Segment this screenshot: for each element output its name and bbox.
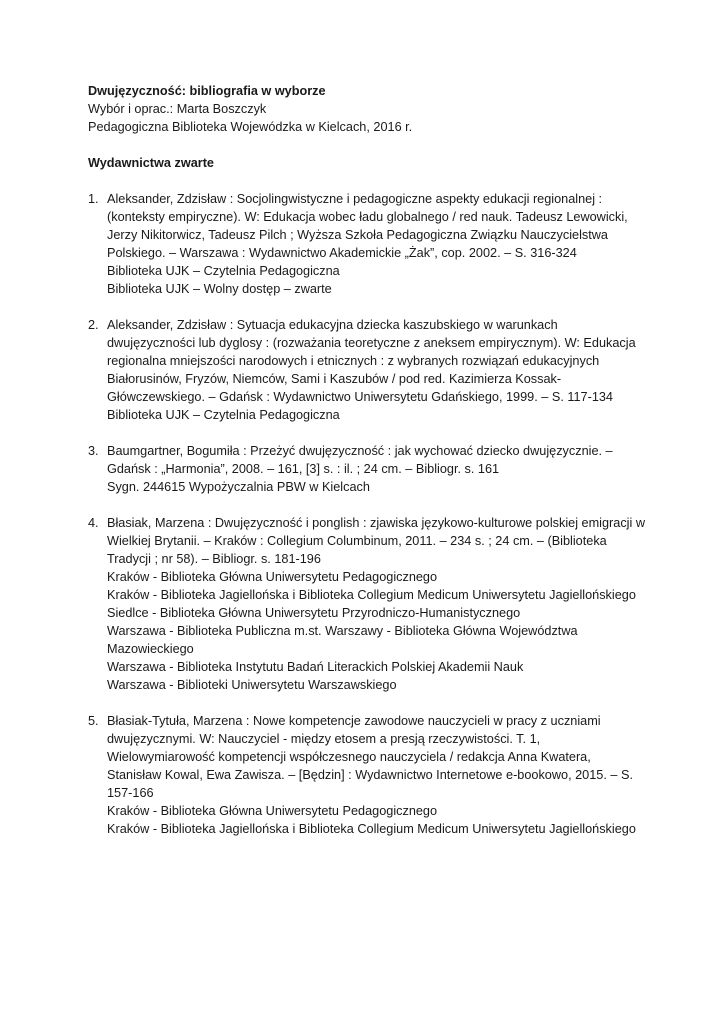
bibliography-entry xyxy=(88,442,648,496)
entry-number: 4. xyxy=(88,516,99,530)
spacer xyxy=(88,136,648,154)
entry-number: 1. xyxy=(88,192,99,206)
entry-citation: Błasiak-Tytuła, Marzena : Nowe kompetencje zawodowe nauczycieli w pracy z uczniami dwujęzycznymi. W: Nauczyciel - między etosem a presją rzeczywistości. T. 1, Wielowymiarowość kompetencji współczesnego nauczyciela / redakcja Anna Kwatera, Stanisław Kowal, Ewa Zawisza. – [Będzin] : Wydawnictwo Internetowe e-bookowo, 2015. – S. 157-166 xyxy=(107,714,633,800)
spacer xyxy=(88,172,648,190)
entry-library-location: Biblioteka UJK – Czytelnia Pedagogiczna xyxy=(107,408,340,422)
document-title: Dwujęzyczność: bibliografia w wyborze xyxy=(88,84,326,98)
entry-number: 2. xyxy=(88,318,99,332)
bibliography-entry xyxy=(88,316,648,424)
entry-library-location: Kraków - Biblioteka Jagiellońska i Biblioteka Collegium Medicum Uniwersytetu Jagiellońskiego xyxy=(107,588,636,602)
entry-library-location: Siedlce - Biblioteka Główna Uniwersytetu Przyrodniczo-Humanistycznego xyxy=(107,606,521,620)
document-header xyxy=(88,82,648,136)
entry-citation: Baumgartner, Bogumiła : Przeżyć dwujęzyczność : jak wychować dziecko dwujęzycznie. – Gdańsk : „Harmonia”, 2008. – 161, [3] s. : il. ; 24 cm. – Bibliogr. s. 161 xyxy=(107,444,613,476)
document-page xyxy=(88,82,648,856)
entry-library-location: Warszawa - Biblioteki Uniwersytetu Warszawskiego xyxy=(107,678,397,692)
entry-library-location: Sygn. 244615 Wypożyczalnia PBW w Kielcach xyxy=(107,480,370,494)
entry-library-location: Kraków - Biblioteka Główna Uniwersytetu Pedagogicznego xyxy=(107,570,438,584)
entry-library-location: Warszawa - Biblioteka Instytutu Badań Literackich Polskiej Akademii Nauk xyxy=(107,660,524,674)
compiler-line: Wybór i oprac.: Marta Boszczyk xyxy=(88,102,267,116)
entry-library-location: Warszawa - Biblioteka Publiczna m.st. Warszawy - Biblioteka Główna Województwa Mazowieckiego xyxy=(107,624,578,656)
section-heading: Wydawnictwa zwarte xyxy=(88,156,214,170)
entry-citation: Aleksander, Zdzisław : Sytuacja edukacyjna dziecka kaszubskiego w warunkach dwujęzyczności lub dyglosy : (rozważania teoretyczne z aneksem empirycznym). W: Edukacja regionalna mniejszości narodowych i etnicznych : z wybranych rozwiązań edukacyjnych Białorusinów, Fryzów, Niemców, Sami i Kaszubów / pod red. Kazimierza Kossak-Główczewskiego. – Gdańsk : Wydawnictwo Uniwersytetu Gdańskiego, 1999. – S. 117-134 xyxy=(107,318,636,404)
entry-number: 5. xyxy=(88,714,99,728)
entry-citation: Błasiak, Marzena : Dwujęzyczność i ponglish : zjawiska językowo-kulturowe polskiej emigracji w Wielkiej Brytanii. – Kraków : Collegium Columbinum, 2011. – 234 s. ; 24 cm. – (Biblioteka Tradycji ; nr 58). – Bibliogr. s. 181-196 xyxy=(107,516,646,566)
bibliography-entry xyxy=(88,514,648,694)
entry-library-location: Biblioteka UJK – Wolny dostęp – zwarte xyxy=(107,282,332,296)
entry-number: 3. xyxy=(88,444,99,458)
entry-library-location: Kraków - Biblioteka Jagiellońska i Biblioteka Collegium Medicum Uniwersytetu Jagiellońskiego xyxy=(107,822,636,836)
bibliography-entry xyxy=(88,190,648,298)
publisher-line: Pedagogiczna Biblioteka Wojewódzka w Kielcach, 2016 r. xyxy=(88,120,413,134)
entry-library-location: Biblioteka UJK – Czytelnia Pedagogiczna xyxy=(107,264,340,278)
entry-library-location: Kraków - Biblioteka Główna Uniwersytetu Pedagogicznego xyxy=(107,804,438,818)
entry-citation: Aleksander, Zdzisław : Socjolingwistyczne i pedagogiczne aspekty edukacji regionalnej : (konteksty empiryczne). W: Edukacja wobec ładu globalnego / red nauk. Tadeusz Lewowicki, Jerzy Nikitorwicz, Tadeusz Pilch ; Wyższa Szkoła Pedagogiczna Związku Nauczycielstwa Polskiego. – Warszawa : Wydawnictwo Akademickie „Żak”, cop. 2002. – S. 316-324 xyxy=(107,192,628,260)
bibliography-list xyxy=(88,190,648,838)
bibliography-entry xyxy=(88,712,648,838)
